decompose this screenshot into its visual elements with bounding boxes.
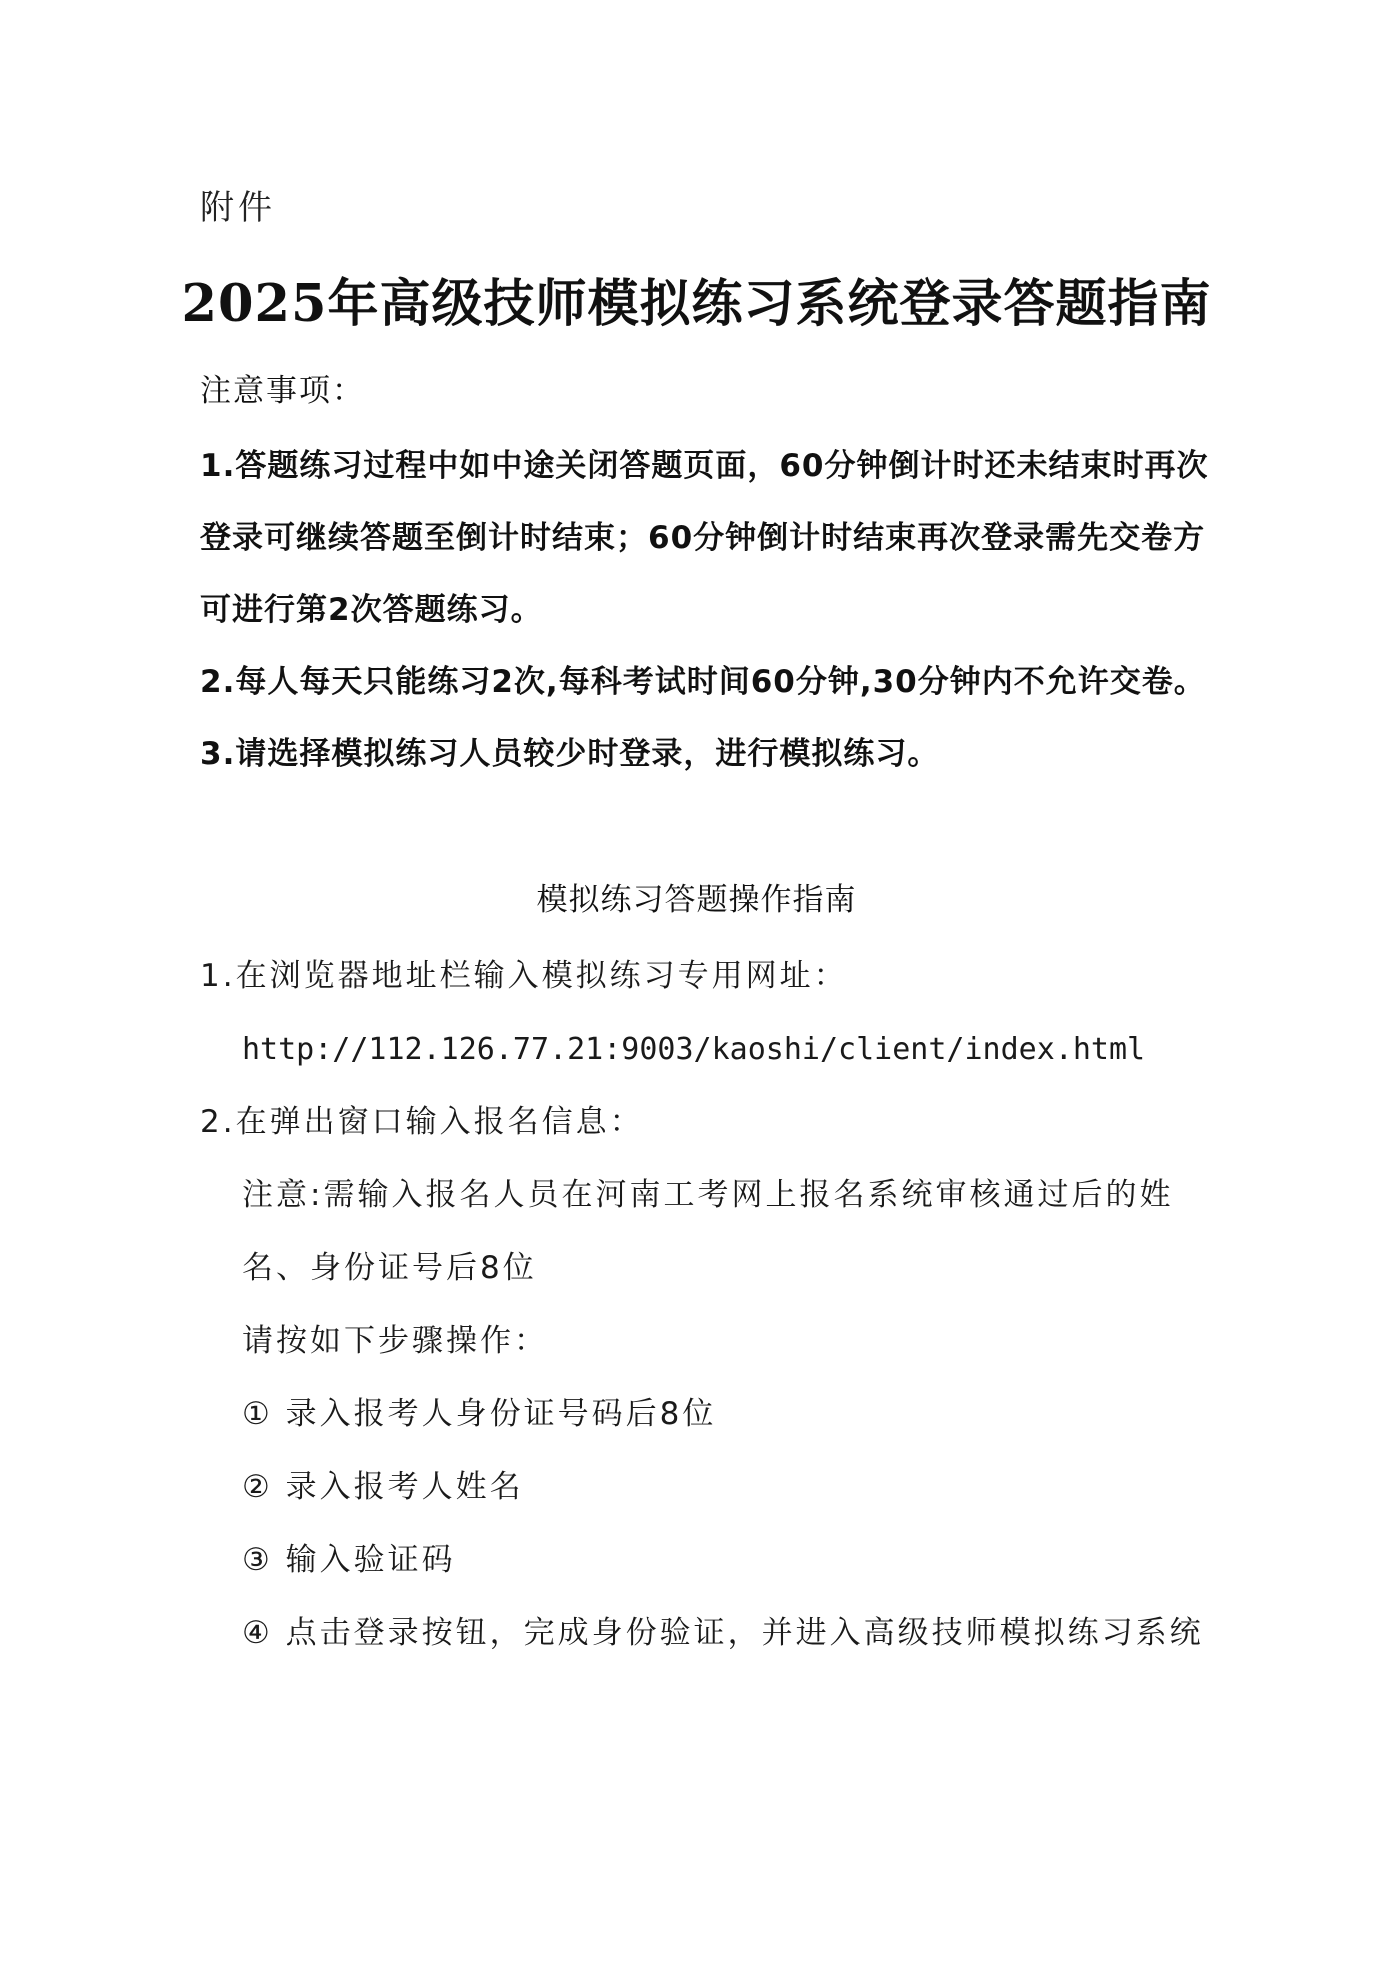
substep-2: ② 录入报考人姓名	[242, 1469, 524, 1505]
registration-note: 注意:需输入报名人员在河南工考网上报名系统审核通过后的姓名、身份证号后8位	[242, 1177, 1174, 1286]
substep-1: ① 录入报考人身份证号码后8位	[242, 1396, 717, 1432]
notes-heading: 注意事项：	[200, 373, 365, 409]
notes-list	[200, 430, 1235, 790]
document-title: 2025年高级技师模拟练习系统登录答题指南	[181, 274, 1212, 334]
steps-intro: 请按如下步骤操作：	[242, 1323, 548, 1359]
attachment-label: 附件	[200, 188, 276, 228]
practice-url: http://112.126.77.21:9003/kaoshi/client/index.html	[242, 1032, 1146, 1067]
guide-steps	[200, 940, 1235, 1670]
step-1: 1.在浏览器地址栏输入模拟练习专用网址：	[200, 958, 848, 994]
note-item-3: 3.请选择模拟练习人员较少时登录，进行模拟练习。	[200, 736, 940, 772]
step-2: 2.在弹出窗口输入报名信息：	[200, 1104, 644, 1140]
guide-title: 模拟练习答题操作指南	[536, 882, 857, 918]
note-item-2: 2.每人每天只能练习2次,每科考试时间60分钟,30分钟内不允许交卷。	[200, 664, 1206, 700]
note-item-1: 1.答题练习过程中如中途关闭答题页面，60分钟倒计时还未结束时再次登录可继续答题至倒计时结束；60分钟倒计时结束再次登录需先交卷方可进行第2次答题练习。	[200, 448, 1209, 628]
substep-4: ④ 点击登录按钮，完成身份验证，并进入高级技师模拟练习系统	[242, 1615, 1204, 1651]
substep-3: ③ 输入验证码	[242, 1542, 456, 1578]
